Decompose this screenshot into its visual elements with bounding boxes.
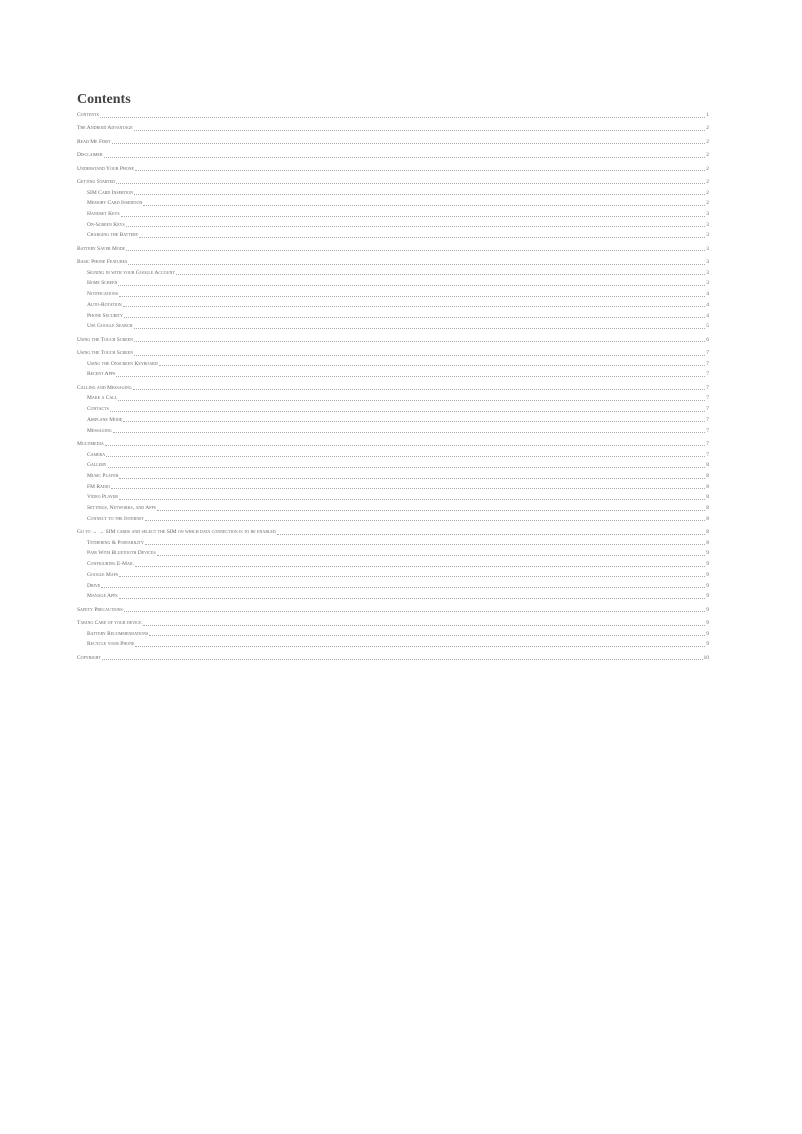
dot-leader — [105, 445, 706, 446]
toc-entry-title: Make a Call — [87, 395, 118, 402]
toc-page-number: 2 — [706, 178, 709, 185]
dot-leader — [135, 170, 705, 171]
toc-entry[interactable] — [77, 605, 709, 616]
toc-page-number: 9 — [706, 593, 709, 600]
dot-leader — [143, 625, 706, 626]
toc-entry[interactable] — [77, 150, 709, 161]
toc-page-number: 2 — [706, 152, 709, 159]
dot-leader — [111, 488, 705, 489]
toc-entry-title: FM Radio — [87, 483, 110, 490]
toc-entry[interactable] — [77, 439, 709, 450]
toc-page-number: 2 — [706, 189, 709, 196]
toc-entry-title: Using the Touch Screen — [77, 336, 133, 343]
toc-subentry[interactable] — [77, 425, 709, 436]
toc-page-number: 7 — [706, 384, 709, 391]
toc-subentry[interactable] — [77, 492, 709, 503]
dot-leader — [104, 157, 706, 158]
toc-subentry[interactable] — [77, 629, 709, 640]
toc-subentry[interactable] — [77, 268, 709, 279]
toc-page-number: 8 — [706, 515, 709, 522]
dot-leader — [124, 611, 706, 612]
toc-subentry[interactable] — [77, 289, 709, 300]
toc-entry-title: Connect to the Internet — [87, 515, 145, 522]
toc-entry-title: SIM Card Insertion — [87, 189, 134, 196]
toc-entry-title: Battery Saver Mode — [77, 245, 126, 252]
dot-leader — [123, 421, 705, 422]
dot-leader — [157, 555, 706, 556]
toc-entry[interactable] — [77, 110, 709, 121]
toc-entry-title: Pair With Bluetooth Devices — [87, 550, 156, 557]
toc-page-number: 8 — [706, 505, 709, 512]
toc-entry[interactable] — [77, 383, 709, 394]
toc-page-number: 9 — [706, 620, 709, 627]
toc-subentry[interactable] — [77, 471, 709, 482]
toc-subentry[interactable] — [77, 580, 709, 591]
toc-page-number: 8 — [706, 494, 709, 501]
toc-entry-title: Signing in with your Google Account — [87, 269, 175, 276]
toc-entry-title: Tethering & Portability — [87, 539, 144, 546]
dot-leader — [100, 117, 705, 118]
dot-leader — [121, 216, 706, 217]
toc-page-number: 7 — [706, 395, 709, 402]
toc-entry[interactable] — [77, 527, 709, 538]
toc-page-number: 1 — [706, 112, 709, 118]
toc-entry-title: Manage Apps — [87, 593, 118, 600]
toc-page-number: 4 — [706, 312, 709, 319]
toc-page-number: 8 — [706, 483, 709, 490]
toc-entry-title: Drive — [87, 582, 101, 589]
toc-subentry[interactable] — [77, 321, 709, 332]
toc-entry-title: Handset Keys — [87, 210, 120, 217]
toc-entry-title: Copyright — [77, 654, 101, 661]
toc-subentry[interactable] — [77, 187, 709, 198]
toc-entry-title: Read Me First — [77, 138, 111, 145]
toc-page-number: 2 — [706, 125, 709, 132]
toc-page-number: 7 — [706, 406, 709, 413]
toc-entry-title: Safety Precautions — [77, 606, 123, 613]
toc-entry-title: Battery Recommendations — [87, 630, 149, 637]
toc-subentry[interactable] — [77, 209, 709, 220]
toc-subentry[interactable] — [77, 482, 709, 493]
toc-page-number: 7 — [706, 371, 709, 378]
dot-leader — [277, 534, 705, 535]
dot-leader — [133, 389, 706, 390]
toc-entry-title: Camera — [87, 451, 106, 458]
toc-page-number: 4 — [706, 291, 709, 298]
toc-page-number: 2 — [706, 165, 709, 172]
toc-entry[interactable] — [77, 618, 709, 629]
dot-leader — [108, 467, 706, 468]
dot-leader — [126, 250, 705, 251]
toc-entry-title: Basic Phone Features — [77, 259, 128, 266]
toc-page-number: 7 — [706, 440, 709, 447]
dot-leader — [145, 544, 705, 545]
toc-subentry[interactable] — [77, 230, 709, 241]
toc-page-number: 9 — [706, 630, 709, 637]
toc-subentry[interactable] — [77, 460, 709, 471]
dot-leader — [118, 400, 705, 401]
toc-entry-title: Auto-Rotation — [87, 301, 122, 308]
toc-entry[interactable] — [77, 177, 709, 188]
dot-leader — [110, 411, 705, 412]
toc-page-number: 9 — [706, 550, 709, 557]
dot-leader — [119, 478, 705, 479]
dot-leader — [159, 365, 706, 366]
dot-leader — [119, 499, 705, 500]
toc-entry-title: Contacts — [87, 406, 109, 413]
toc-page-number: 8 — [706, 529, 709, 536]
toc-entry[interactable] — [77, 137, 709, 148]
toc-subentry[interactable] — [77, 310, 709, 321]
dot-leader — [157, 510, 705, 511]
dot-leader — [113, 432, 706, 433]
dot-leader — [124, 317, 705, 318]
toc-subentry[interactable] — [77, 278, 709, 289]
toc-entry-title: Phone Security — [87, 312, 123, 319]
toc-page-number: 8 — [706, 472, 709, 479]
toc-entry[interactable] — [77, 348, 709, 359]
toc-entry-title: Memory Card Insertion — [87, 200, 143, 207]
dot-leader — [134, 341, 705, 342]
toc-subentry[interactable] — [77, 503, 709, 514]
dot-leader — [139, 237, 705, 238]
dot-leader — [118, 285, 705, 286]
toc-entry-title: Google Maps — [87, 571, 119, 578]
toc-page-number: 9 — [706, 582, 709, 589]
toc-entry-title: The Android Advantage — [77, 125, 133, 132]
toc-page-number: 9 — [706, 606, 709, 613]
toc-subentry[interactable] — [77, 198, 709, 209]
dot-leader — [126, 226, 705, 227]
toc-entry-title: Using the Onscreen Keyboard — [87, 360, 158, 367]
toc-entry-title: Video Player — [87, 494, 118, 501]
toc-subentry[interactable] — [77, 300, 709, 311]
toc-page-number: 7 — [706, 427, 709, 434]
page-title: Contents — [77, 92, 131, 107]
toc-entry-title: Recent Apps — [87, 371, 116, 378]
toc-page-number: 9 — [706, 641, 709, 648]
dot-leader — [119, 296, 705, 297]
toc-subentry[interactable] — [77, 538, 709, 549]
dot-leader — [134, 130, 706, 131]
toc-page-number: 7 — [706, 360, 709, 367]
dot-leader — [134, 194, 705, 195]
toc-entry[interactable] — [77, 244, 709, 255]
toc-entry-title: Airplane Mode — [87, 416, 123, 423]
dot-leader — [119, 598, 706, 599]
toc-page-number: 7 — [706, 416, 709, 423]
toc-subentry[interactable] — [77, 415, 709, 426]
toc-page-number: 3 — [706, 210, 709, 217]
toc-entry-title: Home Screen — [87, 280, 118, 287]
toc-subentry[interactable] — [77, 220, 709, 231]
toc-entry-title: Taking Care of your device — [77, 620, 142, 627]
toc-entry-title: Configuring E-Mail — [87, 561, 134, 568]
toc-subentry[interactable] — [77, 404, 709, 415]
toc-entry-title: Gallery — [87, 462, 107, 469]
toc-entry-title: Use Google Search — [87, 323, 133, 330]
table-of-contents — [77, 110, 709, 663]
toc-entry-title: Notifications — [87, 291, 119, 298]
dot-leader — [102, 659, 703, 660]
dot-leader — [134, 328, 706, 329]
toc-page-number: 2 — [706, 200, 709, 207]
toc-page-number: 3 — [706, 221, 709, 228]
dot-leader — [128, 264, 705, 265]
toc-subentry[interactable] — [77, 369, 709, 380]
toc-subentry[interactable] — [77, 449, 709, 460]
dot-leader — [176, 274, 705, 275]
toc-subentry[interactable] — [77, 393, 709, 404]
toc-page-number: 9 — [706, 571, 709, 578]
toc-page-number: 3 — [706, 269, 709, 276]
toc-page-number: 7 — [706, 451, 709, 458]
toc-page-number: 2 — [706, 138, 709, 145]
dot-leader — [145, 520, 705, 521]
dot-leader — [143, 205, 705, 206]
toc-entry-title: Messaging — [87, 427, 112, 434]
toc-subentry[interactable] — [77, 548, 709, 559]
toc-entry-title: Contents — [77, 112, 99, 118]
dot-leader — [135, 566, 706, 567]
toc-page-number: 3 — [706, 232, 709, 239]
toc-entry-title: Using the Touch Screen — [77, 350, 133, 357]
dot-leader — [119, 576, 705, 577]
toc-entry-title: Understand Your Phone — [77, 165, 135, 172]
toc-entry-title: Recycle your Phone — [87, 641, 135, 648]
toc-entry[interactable] — [77, 335, 709, 346]
toc-page-number: 8 — [706, 539, 709, 546]
toc-subentry[interactable] — [77, 514, 709, 525]
toc-entry-title: Getting Started — [77, 178, 116, 185]
toc-page-number: 10 — [703, 654, 709, 661]
toc-page-number: 3 — [706, 245, 709, 252]
toc-subentry[interactable] — [77, 359, 709, 370]
dot-leader — [116, 183, 705, 184]
toc-entry[interactable] — [77, 257, 709, 268]
toc-entry-title: Go to → → SIM cards and select the SIM on which data connection is to be enabled — [77, 529, 276, 536]
toc-entry-title: Music Player — [87, 472, 119, 479]
toc-entry[interactable] — [77, 653, 709, 664]
dot-leader — [135, 646, 705, 647]
toc-subentry[interactable] — [77, 570, 709, 581]
toc-page-number: 3 — [706, 280, 709, 287]
toc-entry-title: Charging the Battery — [87, 232, 139, 239]
toc-subentry[interactable] — [77, 559, 709, 570]
toc-entry-title: On-Screen Keys — [87, 221, 125, 228]
dot-leader — [112, 143, 706, 144]
toc-page-number: 7 — [706, 350, 709, 357]
dot-leader — [116, 376, 705, 377]
toc-entry-title: Calling and Messaging — [77, 384, 132, 391]
toc-entry-title: Settings, Networks, and Apps — [87, 505, 156, 512]
toc-page-number: 5 — [706, 323, 709, 330]
toc-subentry[interactable] — [77, 639, 709, 650]
dot-leader — [134, 355, 705, 356]
toc-entry-title: Disclaimer — [77, 152, 103, 159]
dot-leader — [101, 587, 705, 588]
toc-entry[interactable] — [77, 164, 709, 175]
toc-entry[interactable] — [77, 123, 709, 134]
toc-entry-title: Multimedia — [77, 440, 104, 447]
dot-leader — [123, 306, 706, 307]
toc-page-number: 4 — [706, 301, 709, 308]
toc-subentry[interactable] — [77, 591, 709, 602]
toc-page-number: 6 — [706, 336, 709, 343]
toc-page-number: 9 — [706, 561, 709, 568]
dot-leader — [149, 635, 705, 636]
dot-leader — [106, 456, 705, 457]
toc-page-number: 8 — [706, 462, 709, 469]
toc-page-number: 3 — [706, 259, 709, 266]
